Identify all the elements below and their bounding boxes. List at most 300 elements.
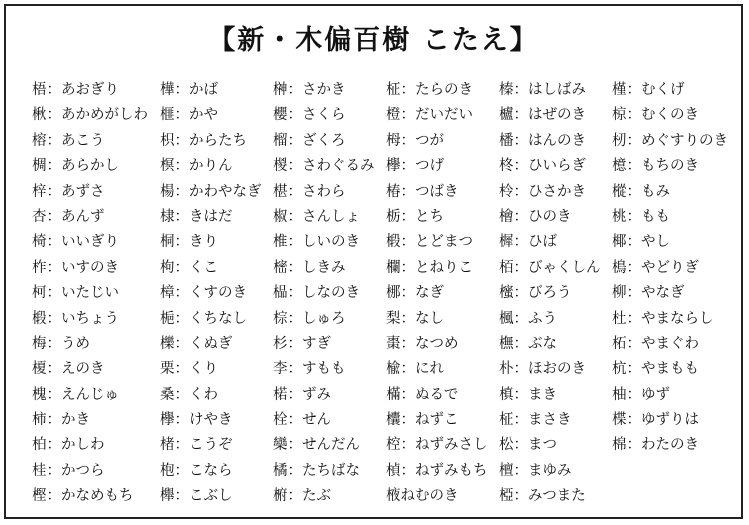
tree-kanji: 椎 xyxy=(273,234,288,251)
tree-reading: ：とち xyxy=(400,208,444,225)
tree-kanji: 枳 xyxy=(160,132,175,149)
tree-kanji: 槿 xyxy=(612,82,627,98)
tree-kanji: 櫻 xyxy=(273,107,288,124)
tree-kanji: 栂 xyxy=(386,132,401,149)
answer-entry xyxy=(499,78,612,103)
tree-kanji: 榀 xyxy=(273,285,288,302)
tree-kanji: 枹 xyxy=(160,462,175,479)
answer-entry xyxy=(32,433,160,458)
answer-entry xyxy=(160,484,273,509)
answer-entry xyxy=(612,180,732,205)
tree-reading: ：もみ xyxy=(626,183,670,200)
answer-entry xyxy=(612,281,732,306)
tree-kanji: 樢 xyxy=(612,259,627,276)
answer-entry xyxy=(386,383,499,408)
answer-entry xyxy=(32,154,160,179)
answer-entry xyxy=(499,307,612,332)
tree-kanji: 桐 xyxy=(160,234,175,251)
tree-reading: ：まさき xyxy=(513,412,572,429)
tree-reading: ：もも xyxy=(626,208,670,225)
tree-kanji: 樨 xyxy=(499,234,514,251)
answer-entry xyxy=(160,332,273,357)
tree-kanji: 槙 xyxy=(499,386,514,403)
tree-kanji: 梅 xyxy=(32,335,47,352)
tree-reading: ：あおぎり xyxy=(46,82,119,98)
answer-entry xyxy=(160,180,273,205)
tree-kanji: 樺 xyxy=(160,82,175,98)
tree-reading: ：あずさ xyxy=(46,183,105,200)
tree-reading: ：いすのき xyxy=(46,259,119,276)
tree-kanji: 榧 xyxy=(160,107,175,124)
tree-reading: ：くわ xyxy=(174,386,218,403)
tree-kanji: 樅 xyxy=(612,183,627,200)
tree-kanji: 柘 xyxy=(612,335,627,352)
answer-entry xyxy=(160,154,273,179)
answer-entry xyxy=(386,78,499,103)
answer-entry xyxy=(273,459,386,484)
tree-kanji: 樒 xyxy=(273,259,288,276)
tree-reading: ：わたのき xyxy=(626,437,699,454)
answer-entry xyxy=(386,459,499,484)
answer-entry xyxy=(612,103,732,128)
tree-kanji: 柃 xyxy=(499,183,514,200)
tree-kanji: 樟 xyxy=(160,285,175,302)
answer-entry xyxy=(273,307,386,332)
answer-entry xyxy=(386,205,499,230)
tree-reading: ：びゃくしん xyxy=(513,259,601,276)
tree-reading: ：はしばみ xyxy=(513,82,586,98)
tree-reading: ：ふう xyxy=(513,310,557,327)
tree-kanji: 椰 xyxy=(612,234,627,251)
answer-entry xyxy=(32,103,160,128)
tree-reading: ：むくげ xyxy=(626,82,685,98)
answer-entry xyxy=(499,129,612,154)
tree-kanji: 棣 xyxy=(160,208,175,225)
answer-entry xyxy=(160,281,273,306)
tree-kanji: 椆 xyxy=(32,158,47,175)
tree-kanji: 梛 xyxy=(386,285,401,302)
tree-reading: ：きり xyxy=(174,234,218,251)
tree-reading: ：ゆず xyxy=(626,386,670,403)
answer-entry xyxy=(499,205,612,230)
answer-entry xyxy=(612,383,732,408)
tree-kanji: 枸 xyxy=(160,259,175,276)
tree-reading: ：ぬるで xyxy=(400,386,459,403)
answer-entry xyxy=(160,78,273,103)
answer-entry xyxy=(612,307,732,332)
answer-entry xyxy=(32,205,160,230)
tree-kanji: 柳 xyxy=(612,285,627,302)
answer-entry xyxy=(160,205,273,230)
tree-kanji: 欜 xyxy=(386,412,401,429)
answer-entry xyxy=(612,205,732,230)
answer-entry xyxy=(32,256,160,281)
tree-kanji: 檀 xyxy=(499,462,514,479)
tree-reading: ：いいぎり xyxy=(46,234,119,251)
tree-reading: ：しきみ xyxy=(287,259,346,276)
tree-kanji: 楡 xyxy=(386,361,401,378)
tree-kanji: 樫 xyxy=(32,488,47,505)
tree-kanji: 欅 xyxy=(160,412,175,429)
tree-kanji: 楸 xyxy=(32,107,47,124)
answer-entry xyxy=(612,78,732,103)
tree-reading: ：かなめもち xyxy=(46,488,134,505)
tree-kanji: 松 xyxy=(499,437,514,454)
tree-kanji: 梓 xyxy=(32,183,47,200)
tree-reading: ：やなぎ xyxy=(626,285,685,302)
tree-reading: ：やまならし xyxy=(626,310,714,327)
tree-reading: ：かば xyxy=(174,82,218,98)
tree-reading: ：くこ xyxy=(174,259,218,276)
tree-reading: ：さかき xyxy=(287,82,346,98)
answer-entry xyxy=(499,383,612,408)
tree-reading: ：こなら xyxy=(174,462,233,479)
tree-reading: ：あらかし xyxy=(46,158,119,175)
answer-column xyxy=(160,78,273,510)
page-title: 【新・木偏百樹 こたえ】 xyxy=(208,25,539,56)
tree-reading: ：いちょう xyxy=(46,310,119,327)
tree-kanji: 柚 xyxy=(612,386,627,403)
tree-kanji: 橘 xyxy=(273,462,288,479)
answer-entry xyxy=(273,180,386,205)
answer-entry xyxy=(32,78,160,103)
answer-entry xyxy=(612,433,732,458)
tree-kanji: 椅 xyxy=(32,234,47,251)
answer-entry xyxy=(273,332,386,357)
tree-reading: ：みつまた xyxy=(513,488,586,505)
tree-kanji: 楪 xyxy=(612,412,627,429)
tree-reading: ：やどりぎ xyxy=(626,259,699,276)
tree-reading: ：とねりこ xyxy=(400,259,473,276)
tree-reading: ：まゆみ xyxy=(513,462,572,479)
answer-entry xyxy=(386,332,499,357)
tree-reading: ：すもも xyxy=(287,361,346,378)
tree-reading: ：えんじゅ xyxy=(46,386,119,403)
answer-entry xyxy=(499,154,612,179)
answer-entry xyxy=(32,230,160,255)
answer-entry xyxy=(386,484,499,509)
answer-entry xyxy=(32,180,160,205)
tree-reading: ：かつら xyxy=(46,462,105,479)
tree-reading: ：こぶし xyxy=(174,488,233,505)
tree-kanji: 杜 xyxy=(612,310,627,327)
tree-kanji: 栃 xyxy=(386,208,401,225)
tree-reading: ：ねずみもち xyxy=(400,462,488,479)
answer-entry xyxy=(160,433,273,458)
answer-entry xyxy=(160,459,273,484)
tree-reading: ：ずみ xyxy=(287,386,331,403)
answer-entry xyxy=(160,129,273,154)
tree-reading: ：むくのき xyxy=(626,107,699,124)
tree-kanji: 杉 xyxy=(273,335,288,352)
tree-reading: ：ぶな xyxy=(513,335,557,352)
answer-entry xyxy=(612,357,732,382)
tree-reading: ：だいだい xyxy=(400,107,473,124)
tree-reading: ：つが xyxy=(400,132,444,149)
tree-reading: ：かりん xyxy=(174,158,233,175)
answer-entry xyxy=(386,281,499,306)
answer-entry xyxy=(612,256,732,281)
tree-reading: ：まつ xyxy=(513,437,557,454)
tree-reading: ：はぜのき xyxy=(513,107,586,124)
tree-reading: ：ひのき xyxy=(513,208,572,225)
answer-entry xyxy=(386,433,499,458)
tree-reading: ：すぎ xyxy=(287,335,331,352)
tree-kanji: 桃 xyxy=(612,208,627,225)
tree-reading: ：ひば xyxy=(513,234,557,251)
tree-kanji: 椨 xyxy=(273,488,288,505)
answer-entry xyxy=(612,154,732,179)
answer-entry xyxy=(32,357,160,382)
tree-reading: ：えのき xyxy=(46,361,105,378)
tree-reading: ：くぬぎ xyxy=(174,335,233,352)
tree-kanji: 樠 xyxy=(386,386,401,403)
answer-column xyxy=(499,78,612,510)
tree-kanji: 椹 xyxy=(273,183,288,200)
answer-column xyxy=(32,78,160,510)
tree-reading: ：くちなし xyxy=(174,310,247,327)
answer-entry xyxy=(160,256,273,281)
tree-kanji: 柊 xyxy=(499,158,514,175)
tree-kanji: 榴 xyxy=(273,132,288,149)
answer-entry xyxy=(499,459,612,484)
tree-reading: ：やし xyxy=(626,234,670,251)
answer-entry xyxy=(273,129,386,154)
answer-entry xyxy=(499,230,612,255)
tree-reading: ：びろう xyxy=(513,285,572,302)
answer-entry xyxy=(499,256,612,281)
tree-reading: ：もちのき xyxy=(626,158,699,175)
tree-kanji: 桑 xyxy=(160,386,175,403)
tree-reading: ：なぎ xyxy=(400,285,444,302)
tree-reading: ：いたじい xyxy=(46,285,119,302)
tree-reading: ：にれ xyxy=(400,361,444,378)
answer-entry xyxy=(499,484,612,509)
tree-kanji: 槐 xyxy=(32,386,47,403)
answer-entry xyxy=(273,154,386,179)
tree-kanji: 榊 xyxy=(273,82,288,98)
tree-kanji: 梧 xyxy=(32,82,47,98)
tree-kanji: 柞 xyxy=(32,259,47,276)
tree-kanji: 檜 xyxy=(499,208,514,225)
answer-entry xyxy=(499,332,612,357)
answer-entry xyxy=(32,408,160,433)
answer-entry xyxy=(273,281,386,306)
tree-reading: ：ゆずりは xyxy=(626,412,699,429)
tree-reading: ：からたち xyxy=(174,132,247,149)
tree-kanji: 棉 xyxy=(612,437,627,454)
tree-reading: ：たらのき xyxy=(400,82,473,98)
tree-kanji: 杒 xyxy=(612,132,627,149)
tree-kanji: 橅 xyxy=(499,335,514,352)
tree-reading: ：かき xyxy=(46,412,90,429)
tree-kanji: 桂 xyxy=(32,462,47,479)
tree-kanji: 杏 xyxy=(32,208,47,225)
answer-entry xyxy=(32,383,160,408)
answer-entry xyxy=(386,103,499,128)
tree-reading: ：やまもも xyxy=(626,361,699,378)
answer-column xyxy=(273,78,386,510)
tree-kanji: 欅 xyxy=(386,158,401,175)
tree-kanji: 柿 xyxy=(32,412,47,429)
answer-sheet-frame xyxy=(4,4,743,519)
tree-reading: ：しいのき xyxy=(287,234,360,251)
tree-reading: ：かや xyxy=(174,107,218,124)
answer-entry xyxy=(386,256,499,281)
tree-reading: ：うめ xyxy=(46,335,90,352)
tree-reading: ：こうぞ xyxy=(174,437,233,454)
tree-reading: ：つばき xyxy=(400,183,459,200)
tree-reading: ：つげ xyxy=(400,158,444,175)
tree-reading: ：やまぐわ xyxy=(626,335,699,352)
answer-entry xyxy=(273,205,386,230)
tree-kanji: 椿 xyxy=(386,183,401,200)
answer-entry xyxy=(273,408,386,433)
answer-entry xyxy=(499,408,612,433)
tree-kanji: 櫨 xyxy=(499,107,514,124)
answer-entry xyxy=(499,433,612,458)
tree-kanji: 柏 xyxy=(32,437,47,454)
answer-entry xyxy=(273,78,386,103)
answer-entry xyxy=(160,307,273,332)
answer-entry xyxy=(32,459,160,484)
answer-column xyxy=(612,78,732,510)
tree-reading: ：しゅろ xyxy=(287,310,346,327)
tree-reading: ：せん xyxy=(287,412,331,429)
answer-entry xyxy=(612,129,732,154)
answer-entry xyxy=(32,281,160,306)
tree-reading: ：ほおのき xyxy=(513,361,586,378)
tree-reading: ：まき xyxy=(513,386,557,403)
tree-reading: ：ねずこ xyxy=(400,412,459,429)
tree-reading: ：さくら xyxy=(287,107,346,124)
answer-entry xyxy=(160,408,273,433)
tree-kanji: 椴 xyxy=(386,234,401,251)
tree-reading: ：さわぐるみ xyxy=(287,158,375,175)
tree-kanji: 椴 xyxy=(32,310,47,327)
answer-entry xyxy=(499,180,612,205)
answer-entry xyxy=(273,484,386,509)
tree-kanji: 橎 xyxy=(499,132,514,149)
tree-kanji: 楨 xyxy=(386,462,401,479)
tree-reading: ：ひいらぎ xyxy=(513,158,586,175)
answer-column xyxy=(386,78,499,510)
tree-kanji: 櫁 xyxy=(499,285,514,302)
tree-kanji: 櫸 xyxy=(160,488,175,505)
tree-kanji: 杭 xyxy=(612,361,627,378)
tree-reading: ：かわやなぎ xyxy=(174,183,262,200)
answer-entry xyxy=(386,408,499,433)
tree-kanji: 椋 xyxy=(612,107,627,124)
tree-kanji: 橙 xyxy=(386,107,401,124)
tree-reading: ：はんのき xyxy=(513,132,586,149)
tree-kanji: 椌 xyxy=(386,437,401,454)
tree-kanji: 梨 xyxy=(386,310,401,327)
tree-reading: ：あんず xyxy=(46,208,105,225)
tree-kanji: 榎 xyxy=(32,361,47,378)
tree-kanji: 楉 xyxy=(273,386,288,403)
tree-kanji: 榛 xyxy=(499,82,514,98)
tree-kanji: 檍 xyxy=(612,158,627,175)
tree-kanji: 柯 xyxy=(32,285,47,302)
tree-kanji: 欄 xyxy=(386,259,401,276)
answer-entry xyxy=(612,230,732,255)
tree-reading: ねむのき xyxy=(400,488,459,505)
tree-reading: ：めぐすりのき xyxy=(626,132,728,149)
tree-reading: ：とどまつ xyxy=(400,234,473,251)
tree-kanji: 欒 xyxy=(273,437,288,454)
tree-kanji: 櫟 xyxy=(160,335,175,352)
tree-reading: ：あかめがしわ xyxy=(46,107,148,124)
tree-kanji: 棭 xyxy=(386,488,401,505)
tree-reading: ：なつめ xyxy=(400,335,459,352)
tree-reading: ：たぶ xyxy=(287,488,331,505)
tree-kanji: 棕 xyxy=(273,310,288,327)
answer-entry xyxy=(273,383,386,408)
tree-kanji: 楊 xyxy=(160,183,175,200)
tree-kanji: 栗 xyxy=(160,361,175,378)
tree-reading: ：しなのき xyxy=(287,285,360,302)
answer-entry xyxy=(273,103,386,128)
answer-entry xyxy=(499,357,612,382)
answer-entry xyxy=(160,383,273,408)
tree-kanji: 榕 xyxy=(32,132,47,149)
answer-columns xyxy=(32,78,732,510)
answer-entry xyxy=(386,230,499,255)
tree-kanji: 楮 xyxy=(160,437,175,454)
tree-reading: ：さんしょ xyxy=(287,208,360,225)
tree-kanji: 栓 xyxy=(273,412,288,429)
answer-entry xyxy=(386,307,499,332)
tree-reading: ：あこう xyxy=(46,132,105,149)
answer-entry xyxy=(386,129,499,154)
answer-entry xyxy=(273,433,386,458)
tree-reading: ：けやき xyxy=(174,412,233,429)
tree-kanji: 栢 xyxy=(499,259,514,276)
answer-entry xyxy=(32,332,160,357)
tree-reading: ：せんだん xyxy=(287,437,360,454)
answer-entry xyxy=(386,357,499,382)
answer-entry xyxy=(32,129,160,154)
tree-kanji: 椶 xyxy=(273,158,288,175)
answer-entry xyxy=(160,103,273,128)
tree-kanji: 椒 xyxy=(273,208,288,225)
tree-reading: ：ひさかき xyxy=(513,183,586,200)
tree-kanji: 柾 xyxy=(386,82,401,98)
tree-reading: ：たちばな xyxy=(287,462,360,479)
tree-kanji: 李 xyxy=(273,361,288,378)
answer-entry xyxy=(160,357,273,382)
tree-kanji: 棗 xyxy=(386,335,401,352)
tree-kanji: 榠 xyxy=(160,158,175,175)
tree-reading: ：きはだ xyxy=(174,208,233,225)
answer-entry xyxy=(386,154,499,179)
answer-entry xyxy=(32,484,160,509)
tree-reading: ：ねずみさし xyxy=(400,437,488,454)
tree-kanji: 梔 xyxy=(160,310,175,327)
tree-reading: ：くり xyxy=(174,361,218,378)
answer-entry xyxy=(386,180,499,205)
answer-entry xyxy=(160,230,273,255)
tree-kanji: 朴 xyxy=(499,361,514,378)
tree-reading: ：かしわ xyxy=(46,437,105,454)
answer-entry xyxy=(612,332,732,357)
answer-entry xyxy=(499,281,612,306)
tree-reading: ：さわら xyxy=(287,183,346,200)
answer-entry xyxy=(273,357,386,382)
answer-entry xyxy=(273,256,386,281)
tree-reading: ：ざくろ xyxy=(287,132,346,149)
